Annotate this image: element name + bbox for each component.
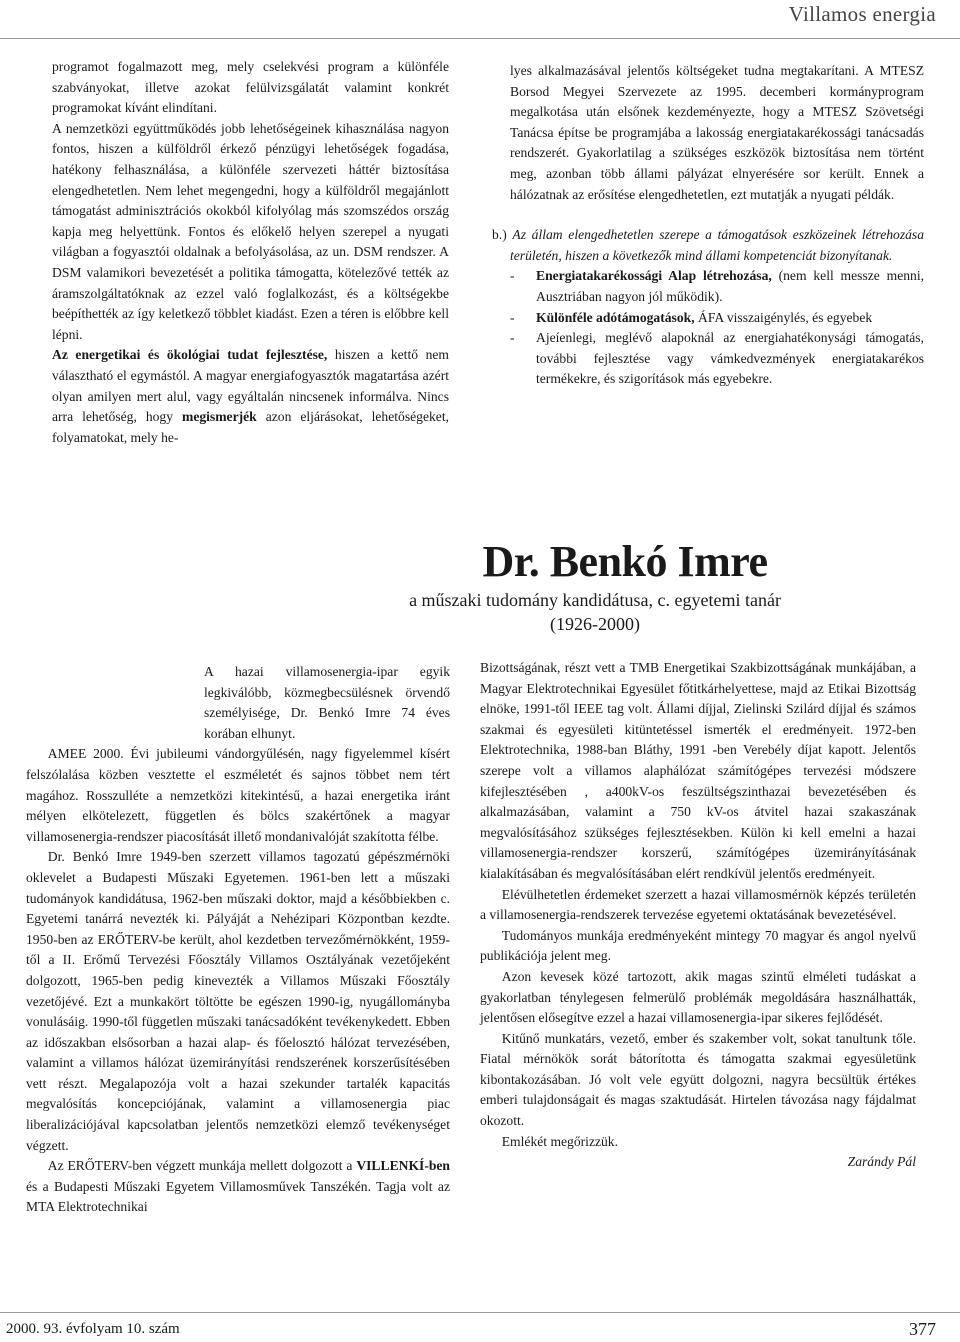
measures-list	[510, 266, 924, 390]
paragraph: Emlékét megőrizzük.	[501, 1133, 619, 1149]
author-signature: Zarándy Pál	[847, 1154, 916, 1170]
list-item	[510, 328, 924, 390]
paragraph: Azon kevesek közé tartozott, akik magas szintű elméleti tudáskat a gyakorlatban ténylegesen felmerülő problémák megoldására használhatták, jelentősen elősegítve ezzel a hazai villamosenergia-ipar sikeres fejlődését.	[480, 968, 916, 1026]
paragraph-text: Az ERŐTERV-ben végzett munkája mellett dolgozott a	[47, 1158, 357, 1174]
article-column-2	[492, 61, 925, 390]
issue-info: 2000. 93. évfolyam 10. szám	[6, 1321, 180, 1337]
page-number: 377	[909, 1319, 936, 1339]
point-text: Az állam elengedhetetlen szerepe a támogatások eszközeinek létrehozása területén, hiszen a következők mind állami kompetenciát bizonyítanak.	[510, 227, 924, 263]
emphasis-text: Az energetikai és ökológiai tudat fejlesztése,	[52, 347, 328, 363]
list-item-bold: Energiatakarékossági Alap létrehozása,	[536, 268, 772, 284]
running-header	[0, 0, 960, 39]
paragraph	[52, 345, 449, 448]
paragraph: Dr. Benkó Imre 1949-ben szerzett villamos tagozatú gépészmérnöki oklevelet a Budapesti Műszaki Egyetemen. 1961-ben lett a műszaki tudományok kandidátusa, 1962-ben műszaki doktor, majd a későbbiekben c. Egyetemi tanárrá nevezték ki. Pályáját a Nehézipari Központban kezdte. 1950-ben az ERŐTERV-be került, ahol kezdetben tervezőmérnökként, 1959-től a II. Erőmű Tervezési Főosztály Villamos Osztályának vezetőjeként dolgozott, 1965-ben pedig kinevezték a Villamos Műszaki Főosztály vezetőjévé. Ezt a munkakört töltötte be egészen 1990-ig, nyugállományba vonulásáig. 1990-től független műszaki tanácsadóként tevékenykedett. Ebben az időszakban elsősorban a hazai alap- és főelosztó hálózat tervezésében, valamint a villamos hálózat üzemirányítási rendszerének korszerűsítésében vett részt. Megalapozója volt a hazai szekunder tartalék kapacitás megvalósítás koncepciójának, valamint a villamosenergia piac liberalizációjával kapcsolatban jelentős nemzetközi elemző tevékenységet végzett.	[26, 849, 450, 1153]
list-item	[510, 308, 924, 329]
paragraph-text: hiszen a kettő nem választható el egymástól. A magyar energiafogyasztók magatartása azért olyan amilyen mert alul, vagy egyáltalán nincsenek informálva. Nincs arra lehetőség, hogy	[52, 347, 449, 425]
paragraph	[26, 1156, 450, 1218]
obituary-subtitle: a műszaki tudomány kandidátusa, c. egyetemi tanár	[409, 590, 781, 610]
list-dash: -	[510, 330, 515, 346]
paragraph: Bizottságának, részt vett a TMB Energetikai Szakbizottságának munkájában, a Magyar Elektrotechnikai Egyesület főtitkárhelyettese, majd az Etikai Bizottság elnöke, 1991-től IEEE tag volt. Állami díjjal, Zielinski Szilárd díjjal és számos szakmai és egyesületi kitüntetéssel ismerték el eredményeit. 1972-ben Elektrotechnika, 1988-ban Bláthy, 1991 -ben Verebély díjat kapott. Jelentős szerepe volt a villamos alaphálózat számítógépes tervezési módszere kifejlesztésében , a400kV-os feszültségszinthazai bevezetésében és alkalmazásában, valamint a 750 kV-os átvitel hazai szakaszának megvalósításához szükséges fejlesztésekben. Külön ki kell emelni a hazai villamosenergia-rendszer korszerű, számítógépes üzemirányításának kialakításában és megvalósításában elért rendkívül jelentős eredményeit.	[480, 660, 916, 881]
emphasis-word: megismerjék	[182, 409, 257, 425]
paragraph: programot fogalmazott meg, mely cselekvési program a különféle szabványokat, illetve azokat felülvizsgálatát valamint konkrét programokat kívánt elindítani.	[52, 59, 449, 116]
section-title: Villamos energia	[788, 2, 936, 26]
obituary-column-2	[480, 658, 916, 1173]
list-item-text: (nem kell messze menni, Ausztriában nagyon jól működik).	[536, 268, 925, 304]
obituary-lead: A hazai villamosenergia-ipar egyik legkiválóbb, közmegbecsülésnek örvendő személyisége, Dr. Benkó Imre 74 éves korában elhunyt.	[204, 664, 450, 741]
point-label: b.)	[492, 227, 507, 243]
list-dash: -	[510, 268, 515, 284]
obituary-name: Dr. Benkó Imre	[482, 537, 768, 586]
list-item-text: Ajeíenlegi, meglévő alapoknál az energiahatékonysági támogatás, további fejlesztése vagy vámkedvezmények energiatakarékos termékekre, és szigorítások más egyebekre.	[536, 330, 924, 387]
point-b	[492, 225, 924, 266]
page-footer	[0, 1312, 960, 1342]
paragraph: AMEE 2000. Évi jubileumi vándorgyűlésén, nagy figyelemmel kísért felszólalása közben vesztette el eszméletét és sajnos többet nem tért magához. Rosszulléte a nemzetközi kitekintésű, a hazai energetika iránt mélyen elkötelezett, független és bölcs szakértőnek a magyar villamosenergia-rendszer piacosítását illető mondanivalóját szakította félbe.	[26, 746, 450, 844]
list-item-text: ÁFA visszaigénylés, és egyebek	[694, 309, 873, 325]
paragraph: A nemzetközi együttműködés jobb lehetőségeinek kihasználása nagyon fontos, hiszen a külföldről érkező pénzügyi lehetőségek fogadása, hatékony felhasználása, a különféle szervezeti háttér biztosítása elengedhetetlen. Nem lehet megengedni, hogy a külföldről megajánlott támogatást adminisztrációs okokból kifolyólag más szomszédos ország kapja meg helyettünk. Fontos és előkelő helyen szerepel a nyugati világban a fogyasztói oldalnak a befolyásolása, az un. DSM rendszer. A DSM valamikori bevezetését a politika támogatta, kötelezővé tették az áramszolgáltatóknak az ezzel való foglalkozást, és a költségekbe beépíthették az így keletkező többlet kiadást. Ezen a téren is előbbre kell lépni.	[52, 120, 449, 342]
paragraph: lyes alkalmazásával jelentős költségeket tudna megtakarítani. A MTESZ Borsod Megyei Szervezete az 1995. decemberi kormányprogram megalkotása után elsőnek kezdeményezte, hogy a MTESZ Szövetségi Tanácsa építse be programjába a lakosság energiatakarékossági tanácsadás rendszerét. Gyakorlatilag a szükséges eszközök biztosítása nem történt meg, azonban több állami pályázat elnyerésére sor került. Ennek a hálózatnak az erősítése elengedhetetlen, ezt mutatják a nyugati példák.	[510, 63, 924, 202]
obituary-heading	[280, 537, 880, 635]
list-item-bold: Különféle adótámogatások,	[536, 309, 695, 325]
list-dash: -	[510, 309, 515, 325]
obituary-column-1	[26, 662, 450, 1218]
obituary-years: (1926-2000)	[550, 614, 640, 634]
paragraph-text: és a Budapesti Műszaki Egyetem Villamosművek Tanszékén. Tagja volt az MTA Elektrotechnikai	[26, 1178, 450, 1215]
list-item	[510, 266, 924, 307]
paragraph-text: azon eljárásokat, lehetőségeket, folyamatokat, mely he-	[52, 409, 449, 445]
paragraph: Tudományos munkája eredményeként mintegy 70 magyar és angol nyelvű publikációja jelent meg.	[480, 927, 916, 964]
emphasis-text: VILLENKÍ-ben	[356, 1158, 450, 1174]
paragraph: Kitűnő munkatárs, vezető, ember és szakember volt, sokat tanultunk tőle. Fiatal mérnökök sorát bátorította és támogatta szakmai egyesületünk kibontakozásában. Jó volt vele együtt dolgozni, nagyra becsültük értékes emberi tulajdonságait és magas szaktudását. Hirtelen távozása nagy fájdalmat okozott.	[480, 1030, 916, 1129]
paragraph: Elévülhetetlen érdemeket szerzett a hazai villamosmérnök képzés területén a villamosenergia-rendszerek tervezése egyetemi oktatásának bevezetésével.	[480, 886, 916, 923]
article-column-1	[52, 57, 449, 448]
